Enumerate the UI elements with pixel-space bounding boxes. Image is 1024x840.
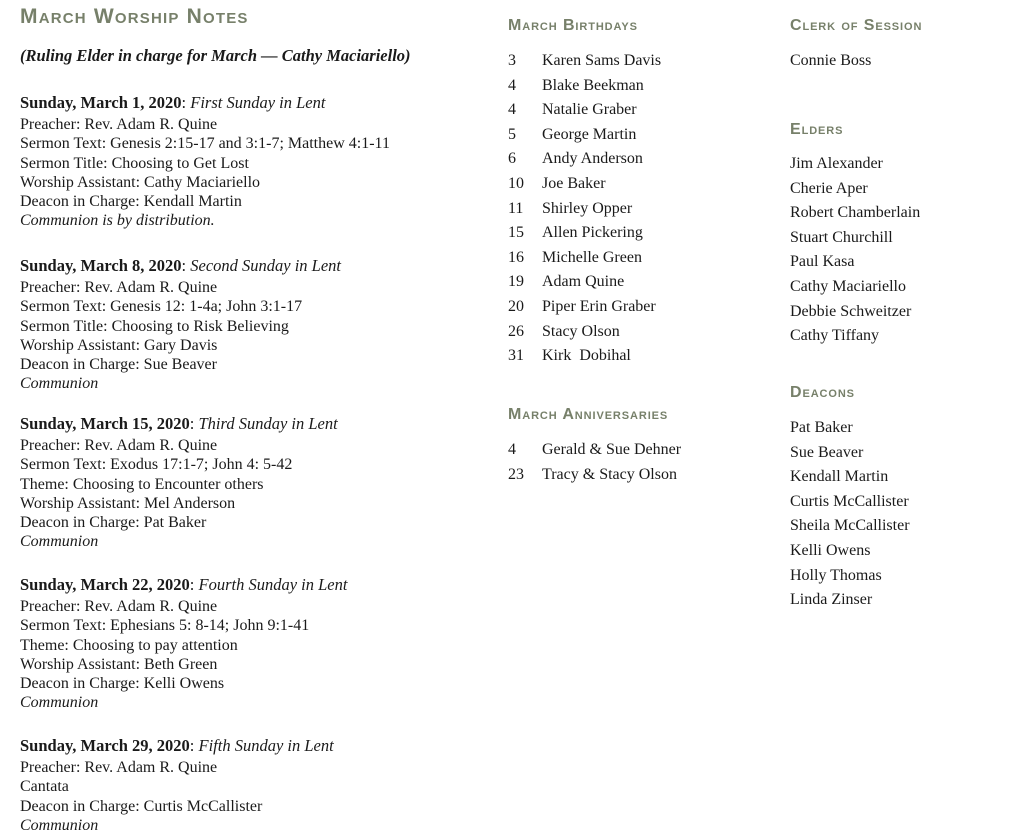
service-detail-line: Worship Assistant: Beth Green: [20, 655, 218, 673]
service-detail-line: Worship Assistant: Cathy Maciariello: [20, 173, 261, 191]
elders-title: Elders: [790, 121, 844, 138]
service-detail-line: Preacher: Rev. Adam R. Quine: [20, 437, 218, 454]
birthday-day: 26: [508, 322, 524, 340]
birthday-name: Karen Sams Davis: [542, 52, 662, 69]
anniversaries-list: [508, 438, 778, 487]
elder-name: Cherie Aper: [790, 179, 868, 197]
birthday-day: 31: [508, 347, 524, 365]
deacon-name: Kelli Owens: [790, 541, 871, 559]
service-colon: :: [189, 736, 199, 755]
service-date: Sunday, March 8, 2020: [20, 256, 182, 275]
clerk-name: Connie Boss: [790, 52, 872, 69]
birthday-row: [508, 123, 778, 148]
deacon-name: Pat Baker: [790, 419, 853, 436]
birthday-day: 20: [508, 297, 524, 315]
service-detail-line: Preacher: Rev. Adam R. Quine: [20, 598, 218, 615]
service-date: Sunday, March 22, 2020: [20, 575, 190, 594]
service-date-line: [20, 91, 495, 115]
service-block-march-8: [20, 254, 495, 394]
deacon-name: Linda Zinser: [790, 591, 873, 609]
service-detail-line: Deacon in Charge: Pat Baker: [20, 514, 207, 532]
birthday-name: Andy Anderson: [542, 150, 643, 168]
birthday-row: [508, 246, 778, 271]
birthday-name: Adam Quine: [542, 273, 625, 291]
deacon-name: Kendall Martin: [790, 468, 889, 486]
birthday-name: George Martin: [542, 125, 637, 143]
service-date: Sunday, March 1, 2020: [20, 93, 182, 112]
service-date-line: [20, 254, 495, 278]
elder-name: Debbie Schweitzer: [790, 302, 912, 320]
birthday-name: Michelle Green: [542, 248, 642, 266]
birthday-day: 4: [508, 76, 516, 94]
service-detail-line: Preacher: Rev. Adam R. Quine: [20, 279, 218, 296]
service-date-line: [20, 734, 495, 758]
elder-name: Stuart Churchill: [790, 228, 893, 246]
service-colon: :: [181, 256, 191, 275]
communion-note: Communion: [20, 375, 99, 393]
anniversary-day: 23: [508, 465, 524, 483]
anniversary-name: Tracy & Stacy Olson: [542, 465, 677, 483]
birthday-row: [508, 74, 778, 99]
birthday-row: [508, 147, 778, 172]
service-block-march-22: [20, 573, 495, 713]
birthday-day: 11: [508, 199, 524, 217]
service-detail-line: Cantata: [20, 778, 69, 796]
communion-note: Communion: [20, 533, 99, 551]
elder-name: Jim Alexander: [790, 155, 883, 172]
service-detail-line: Deacon in Charge: Kendall Martin: [20, 193, 242, 211]
birthdays-list: [508, 49, 778, 369]
birthday-day: 4: [508, 101, 516, 119]
birthday-day: 10: [508, 174, 524, 192]
elder-name: Cathy Maciariello: [790, 277, 906, 295]
birthday-name: Joe Baker: [542, 174, 606, 192]
birthday-row: [508, 344, 778, 369]
communion-note: Communion: [20, 816, 99, 834]
birthday-row: [508, 295, 778, 320]
service-block-march-15: [20, 412, 495, 552]
elder-name: Paul Kasa: [790, 253, 855, 271]
birthday-row: [508, 172, 778, 197]
birthday-day: 16: [508, 248, 524, 266]
service-detail-line: Sermon Title: Choosing to Get Lost: [20, 154, 249, 172]
birthday-name: Allen Pickering: [542, 224, 643, 242]
deacon-name: Curtis McCallister: [790, 492, 909, 510]
birthday-day: 19: [508, 273, 524, 291]
service-detail-line: Deacon in Charge: Curtis McCallister: [20, 797, 263, 815]
service-detail-line: Sermon Text: Exodus 17:1-7; John 4: 5-42: [20, 456, 293, 474]
service-occasion: Third Sunday in Lent: [198, 414, 338, 433]
anniversary-name: Gerald & Sue Dehner: [542, 441, 682, 458]
service-detail-line: Sermon Text: Genesis 12: 1-4a; John 3:1-17: [20, 298, 303, 316]
deacons-title: Deacons: [790, 384, 855, 401]
service-detail-line: Sermon Text: Genesis 2:15-17 and 3:1-7; Matthew 4:1-11: [20, 135, 390, 153]
anniversary-day: 4: [508, 441, 516, 458]
service-block-march-1: [20, 91, 495, 231]
birthday-name: Blake Beekman: [542, 76, 644, 94]
service-detail-line: Preacher: Rev. Adam R. Quine: [20, 759, 218, 776]
birthdays-title: March Birthdays: [508, 17, 638, 34]
birthday-row: [508, 49, 778, 74]
service-occasion: Fifth Sunday in Lent: [198, 736, 334, 755]
service-occasion: Second Sunday in Lent: [190, 256, 342, 275]
service-date: Sunday, March 29, 2020: [20, 736, 190, 755]
birthday-row: [508, 197, 778, 222]
birthday-day: 3: [508, 52, 516, 69]
anniversary-row: [508, 463, 778, 488]
service-colon: :: [189, 414, 199, 433]
service-colon: :: [181, 93, 191, 112]
birthday-name: Natalie Graber: [542, 101, 637, 119]
birthday-day: 5: [508, 125, 516, 143]
service-occasion: First Sunday in Lent: [190, 93, 326, 112]
birthday-name: Kirk Dobihal: [542, 347, 631, 365]
service-detail-line: Worship Assistant: Gary Davis: [20, 336, 218, 354]
birthday-name: Stacy Olson: [542, 322, 620, 340]
service-block-march-29: [20, 734, 495, 835]
deacon-name: Holly Thomas: [790, 566, 882, 584]
service-detail-line: Sermon Text: Ephesians 5: 8-14; John 9:1-41: [20, 617, 310, 635]
birthday-row: [508, 98, 778, 123]
service-date-line: [20, 573, 495, 597]
communion-note: Communion is by distribution.: [20, 212, 215, 230]
birthday-day: 6: [508, 150, 516, 168]
birthday-name: Shirley Opper: [542, 199, 633, 217]
communion-note: Communion: [20, 694, 99, 712]
service-detail-line: Preacher: Rev. Adam R. Quine: [20, 116, 218, 133]
service-detail-line: Theme: Choosing to pay attention: [20, 636, 238, 654]
deacon-name: Sheila McCallister: [790, 517, 910, 535]
service-date-line: [20, 412, 495, 436]
elders-list: [790, 152, 1015, 349]
service-colon: :: [189, 575, 199, 594]
anniversary-row: [508, 438, 778, 463]
birthday-name: Piper Erin Graber: [542, 297, 656, 315]
service-detail-line: Theme: Choosing to Encounter others: [20, 475, 264, 493]
anniversaries-title: March Anniversaries: [508, 406, 669, 423]
service-detail-line: Worship Assistant: Mel Anderson: [20, 494, 236, 512]
service-occasion: Fourth Sunday in Lent: [198, 575, 348, 594]
birthday-day: 15: [508, 224, 524, 242]
clerk-of-session-title: Clerk of Session: [790, 17, 923, 34]
clerk-of-session-list: [790, 49, 1015, 74]
birthday-row: [508, 270, 778, 295]
service-date: Sunday, March 15, 2020: [20, 414, 190, 433]
birthday-row: [508, 221, 778, 246]
worship-notes-title: March Worship Notes: [20, 5, 249, 28]
ruling-elder-note: (Ruling Elder in charge for March — Cathy Maciariello): [20, 46, 411, 65]
deacon-name: Sue Beaver: [790, 443, 864, 461]
service-detail-line: Deacon in Charge: Sue Beaver: [20, 356, 217, 374]
service-detail-line: Sermon Title: Choosing to Risk Believing: [20, 317, 289, 335]
birthday-row: [508, 320, 778, 345]
elder-name: Cathy Tiffany: [790, 327, 880, 345]
deacons-list: [790, 416, 1015, 613]
service-detail-line: Deacon in Charge: Kelli Owens: [20, 675, 225, 693]
elder-name: Robert Chamberlain: [790, 204, 921, 222]
